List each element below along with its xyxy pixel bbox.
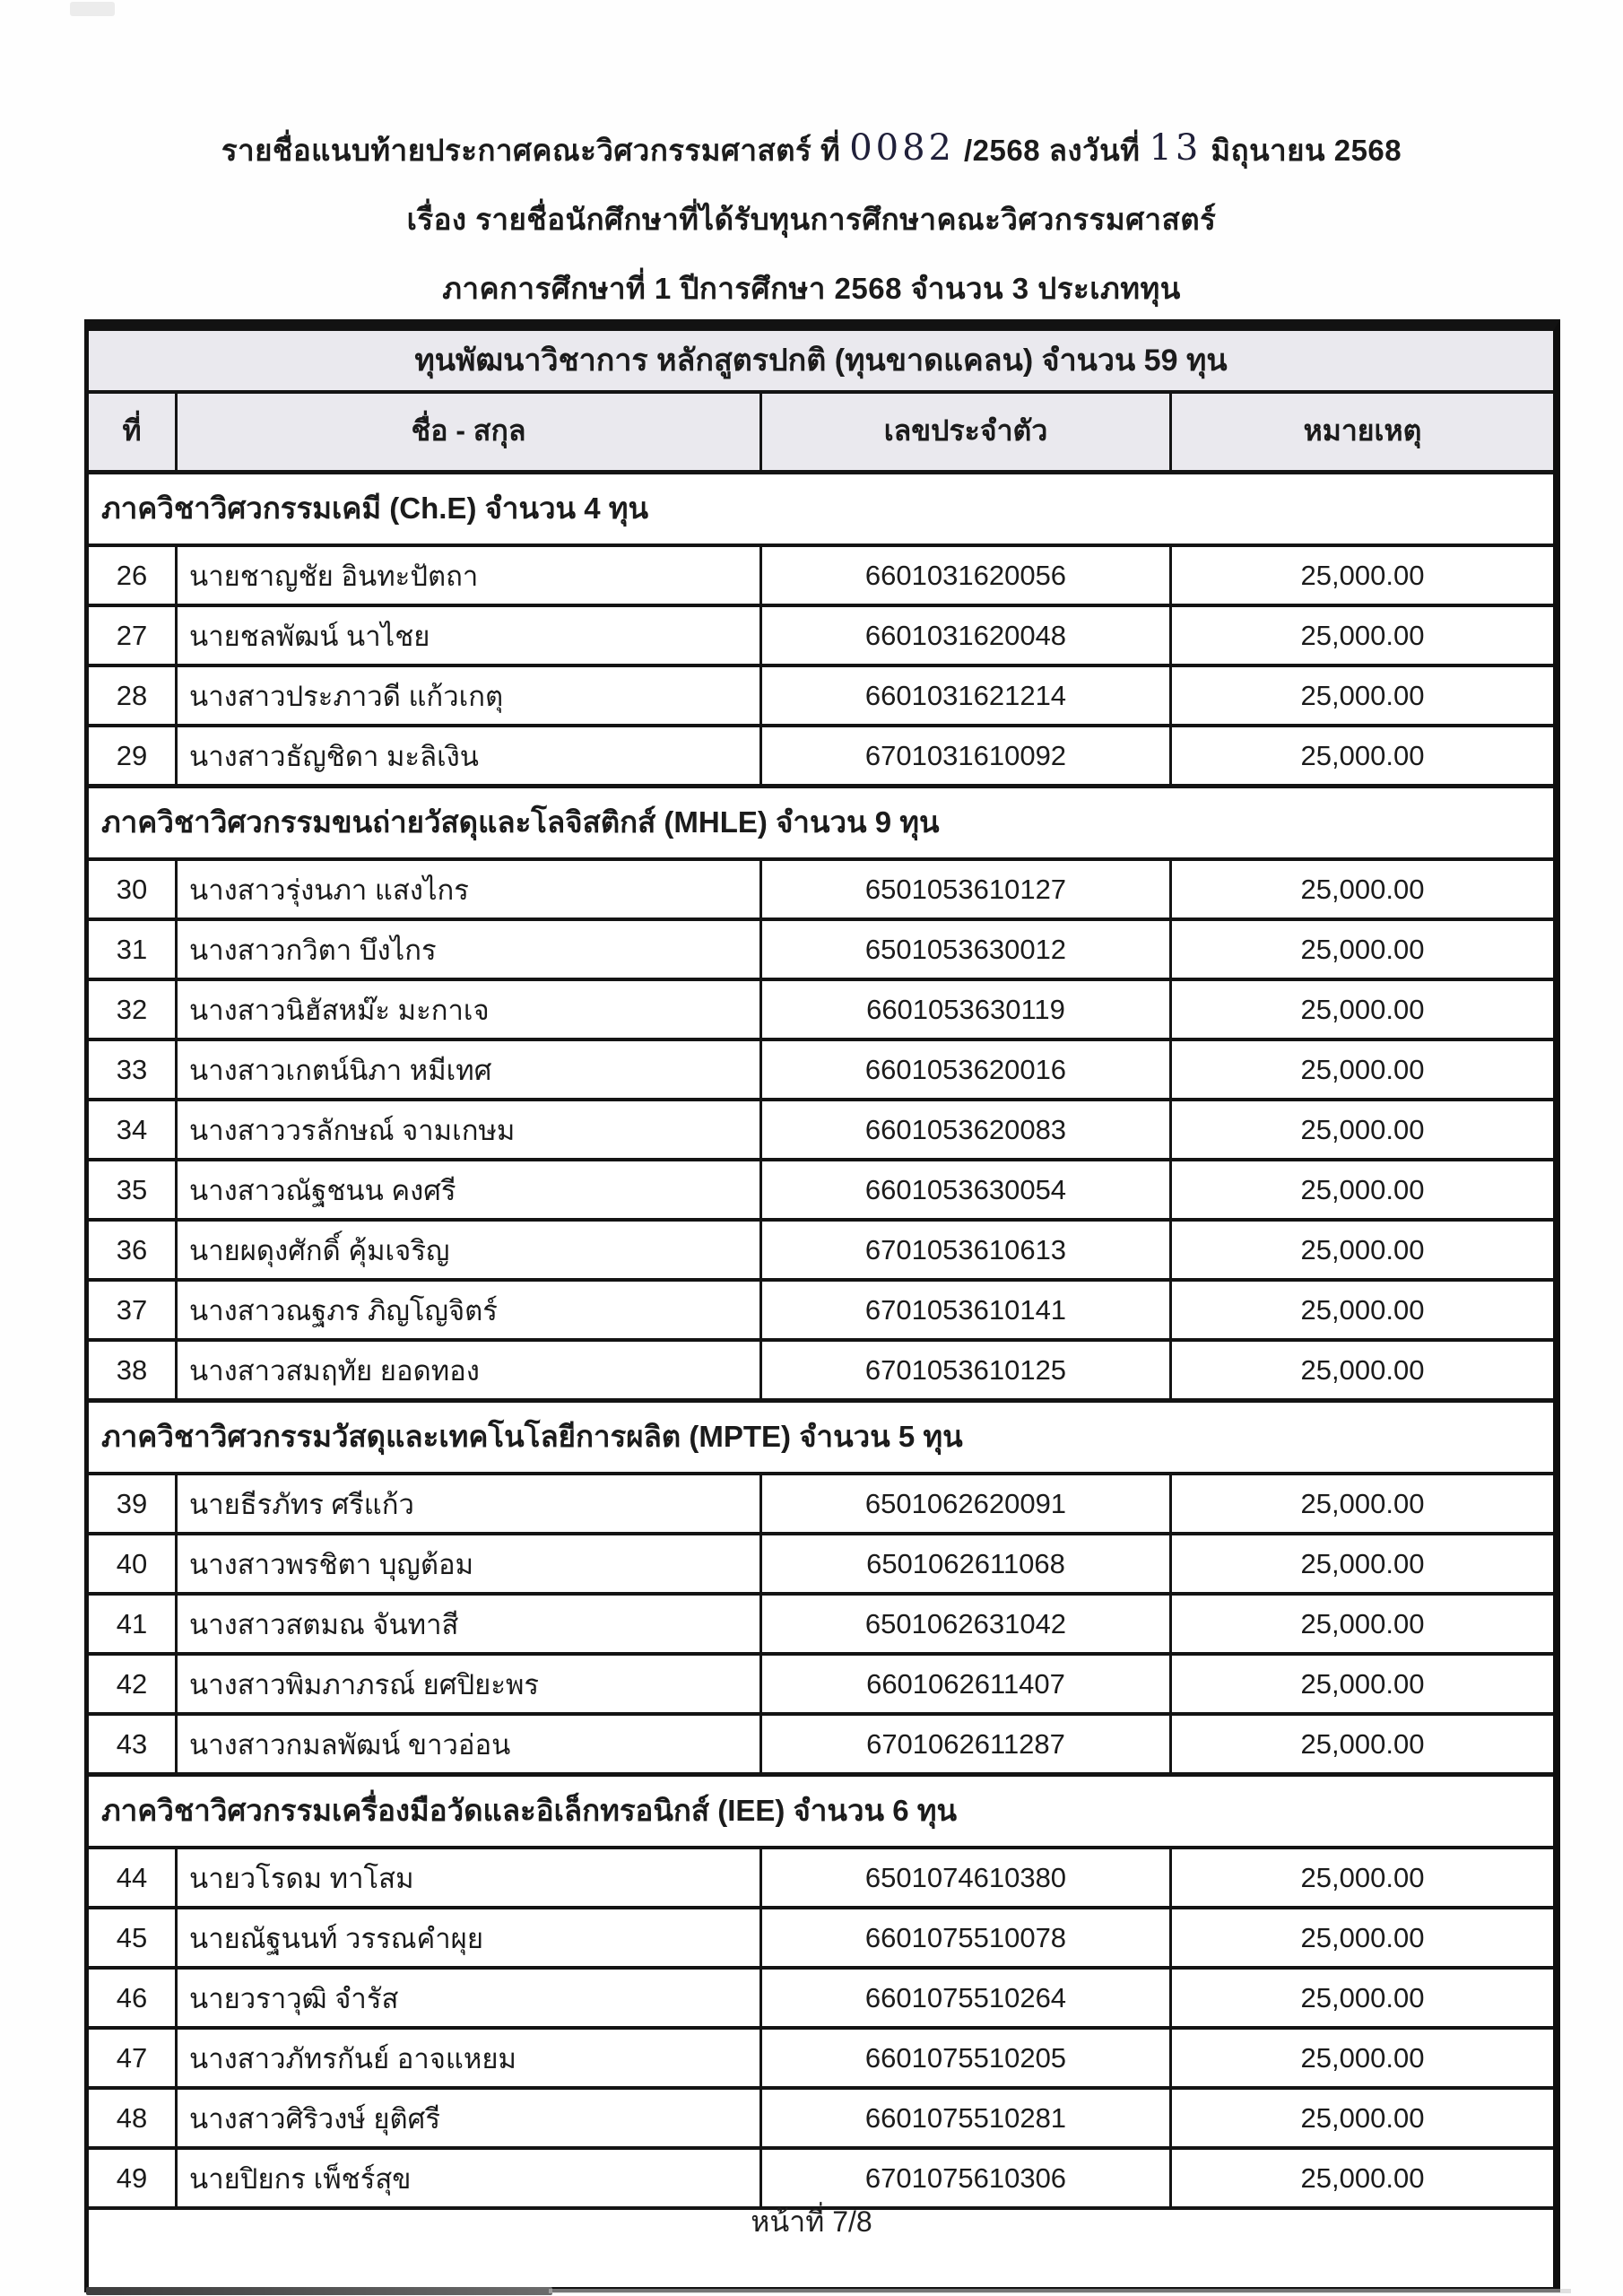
- student-name: นางสาวศิริวงษ์ ยุติศรี: [178, 2090, 762, 2146]
- table-row: [89, 1712, 1553, 1772]
- row-number: 40: [89, 1535, 178, 1592]
- student-name: นางสาวพิมภาภรณ์ ยศปิยะพร: [178, 1656, 762, 1712]
- row-number: 38: [89, 1342, 178, 1398]
- row-number: 47: [89, 2030, 178, 2086]
- table-row: [89, 918, 1553, 978]
- student-name: นางสาววรลักษณ์ จามเกษม: [178, 1101, 762, 1158]
- student-id: 6701075610306: [762, 2150, 1172, 2206]
- row-number: 48: [89, 2090, 178, 2146]
- student-id: 6601075510281: [762, 2090, 1172, 2146]
- title-line-1-prefix: รายชื่อแนบท้ายประกาศคณะวิศวกรรมศาสตร์ ที่: [221, 134, 841, 167]
- section-header: ภาควิชาวิศวกรรมวัสดุและเทคโนโลยีการผลิต (MPTE) จำนวน 5 ทุน: [89, 1398, 1553, 1475]
- student-name: นางสาวรุ่งนภา แสงไกร: [178, 861, 762, 918]
- column-header-name: ชื่อ - สกุล: [178, 394, 762, 470]
- student-id: 6501074610380: [762, 1849, 1172, 1906]
- student-name: นายชาญชัย อินทะปัตถา: [178, 547, 762, 604]
- row-number: 39: [89, 1475, 178, 1532]
- row-number: 35: [89, 1161, 178, 1218]
- student-id: 6601053630119: [762, 981, 1172, 1038]
- amount: 25,000.00: [1300, 993, 1425, 1025]
- student-name: นางสาวนิฮัสหม๊ะ มะกาเจ: [178, 981, 762, 1038]
- amount: 25,000.00: [1300, 1353, 1425, 1386]
- amount: 25,000.00: [1300, 739, 1425, 771]
- table-row: [89, 1966, 1553, 2026]
- table-row: [89, 2146, 1553, 2206]
- scan-smudge-artifact: [70, 2, 115, 16]
- row-number: 30: [89, 861, 178, 918]
- title-line-3: ภาคการศึกษาที่ 1 ปีการศึกษา 2568 จำนวน 3 ประเภททุน: [442, 272, 1181, 305]
- student-id: 6601031621214: [762, 667, 1172, 724]
- student-name: นางสาวกวิตา บึงไกร: [178, 921, 762, 978]
- row-number: 45: [89, 1909, 178, 1966]
- student-name: นายปิยกร เพ็ชร์สุข: [178, 2150, 762, 2206]
- table-row: [89, 978, 1553, 1038]
- table-row: [89, 1158, 1553, 1218]
- student-id: 6601031620056: [762, 547, 1172, 604]
- row-number: 32: [89, 981, 178, 1038]
- amount: 25,000.00: [1300, 559, 1425, 591]
- row-number: 49: [89, 2150, 178, 2206]
- table-banner: ทุนพัฒนาวิชาการ หลักสูตรปกติ (ทุนขาดแคลน) จำนวน 59 ทุน: [89, 331, 1553, 394]
- amount: 25,000.00: [1300, 1173, 1425, 1205]
- student-id: 6601053620083: [762, 1101, 1172, 1158]
- table-row: [89, 1218, 1553, 1278]
- document-header: [0, 115, 1623, 323]
- amount: 25,000.00: [1300, 1981, 1425, 2013]
- table-row: [89, 1906, 1553, 1966]
- student-name: นางสาวภัทรกันย์ อาจแหยม: [178, 2030, 762, 2086]
- amount: 25,000.00: [1300, 933, 1425, 965]
- table-row: [89, 2086, 1553, 2146]
- table-row: [89, 1338, 1553, 1398]
- table-row: [89, 1592, 1553, 1652]
- amount: 25,000.00: [1300, 1727, 1425, 1760]
- row-number: 34: [89, 1101, 178, 1158]
- student-id: 6701031610092: [762, 727, 1172, 784]
- student-id: 6601075510078: [762, 1909, 1172, 1966]
- student-id: 6701053610141: [762, 1282, 1172, 1338]
- section-header: ภาควิชาวิศวกรรมเคมี (Ch.E) จำนวน 4 ทุน: [89, 474, 1553, 547]
- student-name: นางสาวกมลพัฒน์ ขาวอ่อน: [178, 1716, 762, 1772]
- student-name: นางสาวประภาวดี แก้วเกตุ: [178, 667, 762, 724]
- table-row: [89, 1849, 1553, 1906]
- student-name: นายณัฐนนท์ วรรณคำผุย: [178, 1909, 762, 1966]
- student-id: 6601053620016: [762, 1041, 1172, 1098]
- row-number: 41: [89, 1596, 178, 1652]
- student-id: 6701053610613: [762, 1222, 1172, 1278]
- student-id: 6501062611068: [762, 1535, 1172, 1592]
- student-id: 6601062611407: [762, 1656, 1172, 1712]
- page-number: หน้าที่ 7/8: [751, 2205, 872, 2238]
- amount: 25,000.00: [1300, 1607, 1425, 1639]
- row-number: 26: [89, 547, 178, 604]
- table-row: [89, 1278, 1553, 1338]
- student-id: 6601075510264: [762, 1970, 1172, 2026]
- amount: 25,000.00: [1300, 2041, 1425, 2074]
- column-header-remark: หมายเหตุ: [1303, 414, 1422, 447]
- date-day-handwritten: 13: [1149, 127, 1202, 169]
- amount: 25,000.00: [1300, 619, 1425, 651]
- student-name: นายวราวุฒิ จำรัส: [178, 1970, 762, 2026]
- scan-line-artifact: [549, 2289, 1571, 2293]
- column-header-id: เลขประจำตัว: [762, 394, 1172, 470]
- amount: 25,000.00: [1300, 1113, 1425, 1145]
- amount: 25,000.00: [1300, 2161, 1425, 2194]
- section-header: ภาควิชาวิศวกรรมขนถ่ายวัสดุและโลจิสติกส์ (MHLE) จำนวน 9 ทุน: [89, 784, 1553, 861]
- title-line-1-suffix: มิถุนายน 2568: [1211, 134, 1402, 167]
- title-line-2: เรื่อง รายชื่อนักศึกษาที่ได้รับทุนการศึกษาคณะวิศวกรรมศาสตร์: [406, 203, 1217, 236]
- student-name: นางสาวธัญชิดา มะลิเงิน: [178, 727, 762, 784]
- table-body: [89, 474, 1553, 2206]
- amount: 25,000.00: [1300, 1921, 1425, 1953]
- student-id: 6601031620048: [762, 607, 1172, 664]
- student-name: นางสาวเกตน์นิภา หมีเทศ: [178, 1041, 762, 1098]
- amount: 25,000.00: [1300, 1861, 1425, 1893]
- student-name: นางสาวณัฐชนน คงศรี: [178, 1161, 762, 1218]
- doc-number-handwritten: 0082: [849, 127, 955, 169]
- student-name: นายธีรภัทร ศรีแก้ว: [178, 1475, 762, 1532]
- student-id: 6501062631042: [762, 1596, 1172, 1652]
- amount: 25,000.00: [1300, 1293, 1425, 1326]
- table-row: [89, 1098, 1553, 1158]
- row-number: 28: [89, 667, 178, 724]
- section-header: ภาควิชาวิศวกรรมเครื่องมือวัดและอิเล็กทรอนิกส์ (IEE) จำนวน 6 ทุน: [89, 1772, 1553, 1849]
- student-name: นายชลพัฒน์ นาไชย: [178, 607, 762, 664]
- row-number: 44: [89, 1849, 178, 1906]
- table-row: [89, 1475, 1553, 1532]
- table-row: [89, 1652, 1553, 1712]
- row-number: 46: [89, 1970, 178, 2026]
- row-number: 31: [89, 921, 178, 978]
- row-number: 36: [89, 1222, 178, 1278]
- table-row: [89, 1038, 1553, 1098]
- table-row: [89, 724, 1553, 784]
- row-number: 42: [89, 1656, 178, 1712]
- table-row: [89, 861, 1553, 918]
- row-number: 43: [89, 1716, 178, 1772]
- student-id: 6701062611287: [762, 1716, 1172, 1772]
- amount: 25,000.00: [1300, 1667, 1425, 1700]
- student-id: 6501053630012: [762, 921, 1172, 978]
- student-id: 6701053610125: [762, 1342, 1172, 1398]
- amount: 25,000.00: [1300, 1547, 1425, 1579]
- title-line-1: [0, 115, 1623, 185]
- table-row: [89, 1532, 1553, 1592]
- table-row: [89, 547, 1553, 604]
- student-name: นายวโรดม ทาโสม: [178, 1849, 762, 1906]
- student-name: นางสาวสตมณ จันทาสี: [178, 1596, 762, 1652]
- student-name: นางสาวพรชิตา บุญต้อม: [178, 1535, 762, 1592]
- table-row: [89, 604, 1553, 664]
- row-number: 33: [89, 1041, 178, 1098]
- student-id: 6601075510205: [762, 2030, 1172, 2086]
- scholarship-table: [84, 319, 1560, 2292]
- student-id: 6501062620091: [762, 1475, 1172, 1532]
- column-header-no: ที่: [89, 394, 178, 470]
- amount: 25,000.00: [1300, 679, 1425, 711]
- column-header-row: [89, 394, 1553, 474]
- student-name: นางสาวสมฤทัย ยอดทอง: [178, 1342, 762, 1398]
- scan-bar-artifact: [86, 2287, 552, 2295]
- student-id: 6601053630054: [762, 1161, 1172, 1218]
- row-number: 29: [89, 727, 178, 784]
- amount: 25,000.00: [1300, 1233, 1425, 1265]
- table-row: [89, 664, 1553, 724]
- table-row: [89, 2026, 1553, 2086]
- title-line-1-mid: /2568 ลงวันที่: [964, 134, 1141, 167]
- row-number: 37: [89, 1282, 178, 1338]
- amount: 25,000.00: [1300, 1053, 1425, 1085]
- row-number: 27: [89, 607, 178, 664]
- student-name: นางสาวณฐภร ภิญโญจิตร์: [178, 1282, 762, 1338]
- student-id: 6501053610127: [762, 861, 1172, 918]
- amount: 25,000.00: [1300, 1487, 1425, 1519]
- amount: 25,000.00: [1300, 873, 1425, 905]
- student-name: นายผดุงศักดิ์ คุ้มเจริญ: [178, 1222, 762, 1278]
- amount: 25,000.00: [1300, 2101, 1425, 2134]
